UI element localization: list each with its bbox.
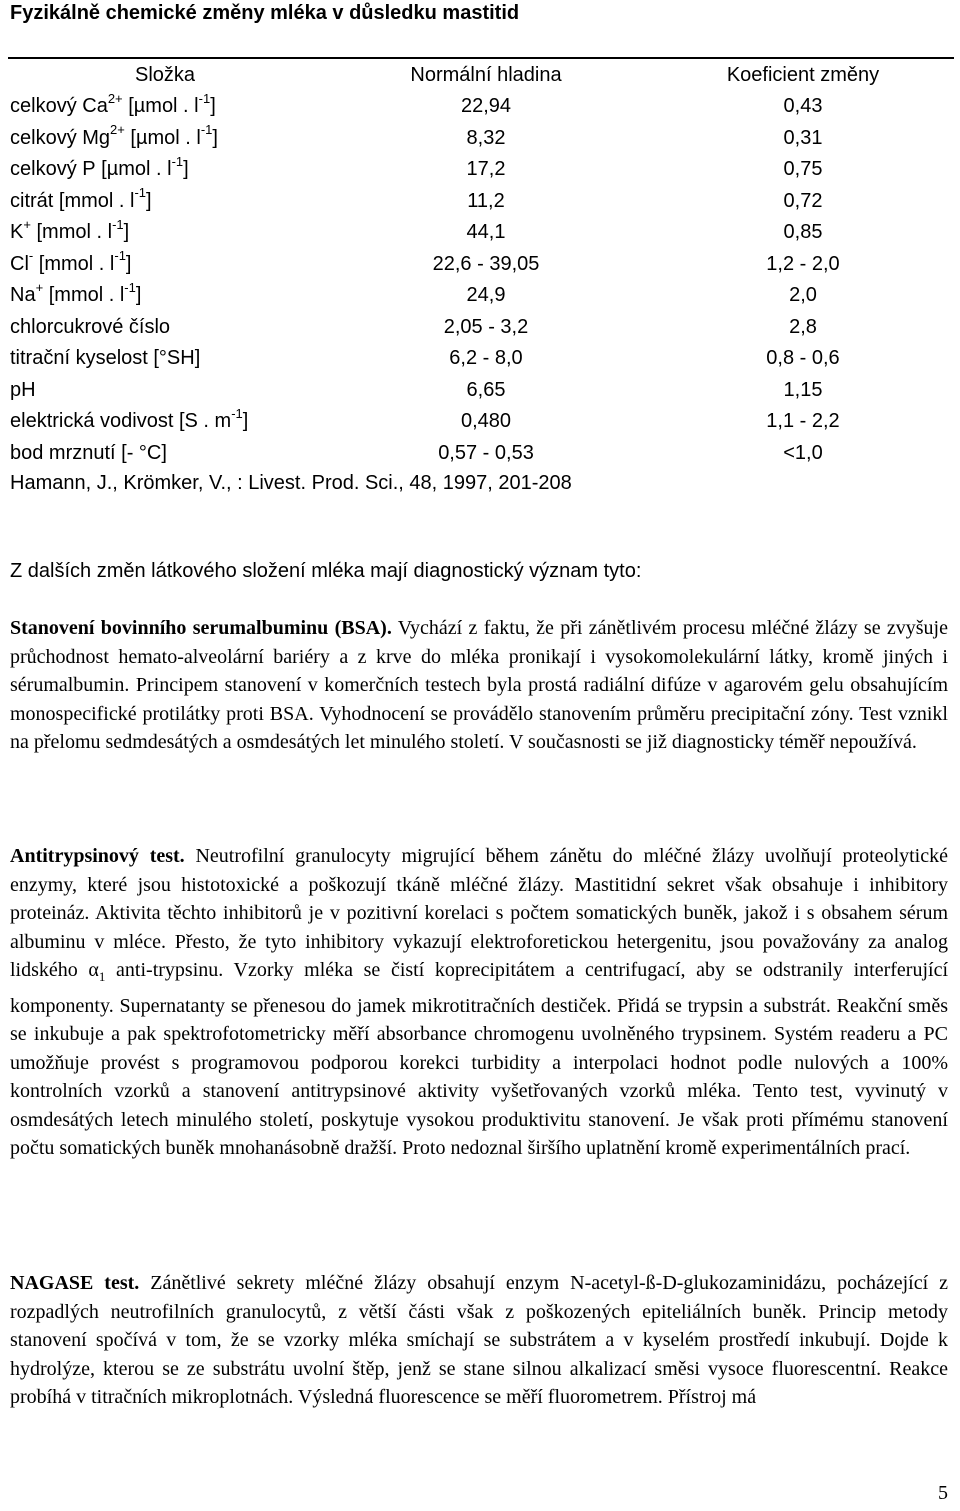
row-normal-level: 11,2 <box>467 189 505 212</box>
unit-close: ] <box>242 410 249 433</box>
alpha-symbol: α <box>88 959 99 981</box>
row-component <box>8 153 320 181</box>
row-component <box>8 279 320 307</box>
component-name: celkový P <box>10 158 96 181</box>
row-normal-level: 2,05 - 3,2 <box>443 315 529 338</box>
alpha-subscript: 1 <box>98 969 106 984</box>
table-header <box>8 59 954 91</box>
table-row <box>8 343 954 375</box>
row-component <box>8 316 320 339</box>
unit-close: ] <box>212 126 218 149</box>
section-bsa-text: Vychází z faktu, že při zánětlivém procesu mléčné žlázy se zvyšuje průchodnost hemato-alveolární bariéry a z krve do mléka pronikají i vysokomolekulární látky, kromě jiných i sérumalbumin. Principem stanovení v komerčních testech byla prostá radiální difúze v agarovém gelu obsahujícím monospecifické protilátky proti BSA. Vyhodnocení se provádělo stanovením průměru precipitační zóny. Test vznikl na přelomu sedmdesátých a osmdesátých let minulého století. V současnosti se již diagnosticky téměř nepoužívá. <box>10 617 948 753</box>
table-row <box>8 312 954 344</box>
component-name: titrační kyselost [°SH] <box>10 347 201 370</box>
header-component: Složka <box>134 63 196 86</box>
component-name: Na <box>10 284 36 307</box>
row-component <box>8 90 320 118</box>
unit-exponent: -1 <box>124 279 136 295</box>
table-row <box>8 375 954 407</box>
unit-exponent: -1 <box>114 248 126 264</box>
row-change-coefficient: 0,31 <box>783 126 823 149</box>
table-row <box>8 154 954 186</box>
row-normal-level: 17,2 <box>466 158 506 181</box>
component-name: celkový Mg <box>10 126 111 149</box>
ion-charge: 2+ <box>107 90 123 106</box>
unit-close: ] <box>183 158 189 181</box>
page-number: 5 <box>938 1482 948 1504</box>
citation: Hamann, J., Krömker, V., : Livest. Prod. Sci., 48, 1997, 201-208 <box>10 472 572 494</box>
unit-text: [mmol . l <box>53 189 135 212</box>
row-component <box>8 379 320 402</box>
page-title: Fyzikálně chemické změny mléka v důsledku mastitid <box>10 2 520 24</box>
row-normal-level: 22,6 - 39,05 <box>432 252 540 275</box>
unit-text: [µmol . l <box>124 126 201 149</box>
component-name: elektrická vodivost <box>10 410 174 433</box>
row-component <box>8 185 320 213</box>
unit-exponent: -1 <box>200 122 213 138</box>
component-name: pH <box>10 378 36 401</box>
row-normal-level: 8,32 <box>466 126 506 149</box>
unit-exponent: -1 <box>231 405 243 421</box>
row-change-coefficient: 0,43 <box>783 95 823 118</box>
row-normal-level: 44,1 <box>466 221 506 244</box>
ion-charge: 2+ <box>110 122 125 138</box>
section-antitrypsin-text-b: anti-trypsinu. Vzorky mléka se čistí koprecipitátem a centrifugací, aby se odstranily interferující komponenty. Supernatanty se přenesou do jamek mikrotitračních destiček. Přidá se trypsin a substrát. Reakční směs se inkubuje a pak spektrofotometricky měří absorbance chromogenu uvolněného trypsinem. Systém readeru a PC umožňuje provést s programovou podporou korekci turbidity a interpolaci hodnot podle nulových a 100% kontrolních vzorků a stanovení antitrypsinové aktivity vyšetřovaných vzorků mléka. Tento test, vyvinutý v osmdesátých letech minulého století, poskytuje vysokou produktivitu stanovení. Je však proti přímému stanovení počtu somatických buněk mnohanásobně dražší. Proto nedoznal širšího uplatnění kromě experimentálních prací. <box>10 959 948 1159</box>
unit-text: [mmol . l <box>43 284 125 307</box>
intro-text: Z dalších změn látkového složení mléka mají diagnostický význam tyto: <box>10 560 642 582</box>
row-normal-level: 22,94 <box>460 95 512 118</box>
table-row <box>8 249 954 281</box>
component-name: Cl <box>10 252 29 275</box>
unit-close: ] <box>146 189 152 212</box>
unit-exponent: -1 <box>134 185 147 201</box>
row-change-coefficient: 1,1 - 2,2 <box>766 410 840 433</box>
table-row <box>8 280 954 312</box>
row-change-coefficient: 2,0 <box>789 284 817 307</box>
unit-text: [S . m <box>173 410 232 433</box>
table-row <box>8 123 954 155</box>
unit-exponent: -1 <box>171 153 184 169</box>
unit-exponent: -1 <box>198 90 211 106</box>
row-change-coefficient: 1,2 - 2,0 <box>766 252 840 275</box>
unit-text: [mmol . l <box>30 221 113 244</box>
row-normal-level: 0,57 - 0,53 <box>438 441 534 464</box>
component-name: chlorcukrové číslo <box>10 315 171 338</box>
unit-close: ] <box>123 221 130 244</box>
unit-close: ] <box>125 252 132 275</box>
unit-close: ] <box>135 284 142 307</box>
row-change-coefficient: 0,8 - 0,6 <box>766 347 840 370</box>
section-antitrypsin <box>10 842 948 1163</box>
row-change-coefficient: 1,15 <box>783 378 823 401</box>
section-nagase-heading: NAGASE test. <box>10 1272 140 1294</box>
component-name: K <box>10 221 24 244</box>
ion-charge: + <box>35 279 44 295</box>
unit-close: ] <box>210 95 216 118</box>
unit-text: [mmol . l <box>33 252 115 275</box>
section-bsa-heading: Stanovení bovinního serumalbuminu (BSA). <box>10 617 392 639</box>
table-row <box>8 406 954 438</box>
row-component <box>8 442 320 465</box>
section-nagase-text: Zánětlivé sekrety mléčné žlázy obsahují enzym N-acetyl-ß-D-glukozaminidázu, pocházející z rozpadlých neutrofilních granulocytů, z větší části však z poškozených epiteliálních buněk. Princip metody stanovení spočívá v tom, že se vzorky mléka smíchají se substrátem a v kyselém prostředí inkubují. Dojde k hydrolýze, kterou se ze substrátu uvolní štěp, jenž se stane silnou alkalizací směsi vysoce fluorescentní. Reakce probíhá v titračních mikroplotnách. Výsledná fluorescence se měří fluorometrem. Přístroj má <box>10 1272 948 1408</box>
row-normal-level: 6,2 - 8,0 <box>449 347 523 370</box>
row-component <box>8 216 320 244</box>
unit-exponent: -1 <box>112 216 124 232</box>
row-component <box>8 347 320 370</box>
row-component <box>8 405 320 433</box>
component-name: bod mrznutí [- °C] <box>10 441 167 464</box>
table-row <box>8 217 954 249</box>
section-antitrypsin-heading: Antitrypsinový test. <box>10 845 185 867</box>
header-change-coefficient: Koeficient změny <box>726 63 880 86</box>
row-change-coefficient: <1,0 <box>783 441 823 464</box>
table-row <box>8 186 954 218</box>
row-change-coefficient: 0,72 <box>783 189 823 212</box>
unit-text: [µmol . l <box>95 158 172 181</box>
data-table <box>8 57 954 469</box>
table-row <box>8 438 954 470</box>
row-change-coefficient: 0,85 <box>783 221 823 244</box>
component-name: citrát <box>10 189 54 212</box>
section-nagase <box>10 1269 948 1412</box>
row-component <box>8 122 320 150</box>
section-bsa <box>10 614 948 757</box>
unit-text: [µmol . l <box>122 95 199 118</box>
row-normal-level: 24,9 <box>466 284 506 307</box>
header-normal-level: Normální hladina <box>410 63 562 86</box>
table-row <box>8 91 954 123</box>
ion-charge: + <box>23 216 31 232</box>
row-normal-level: 0,480 <box>460 410 512 433</box>
row-change-coefficient: 0,75 <box>783 158 823 181</box>
row-normal-level: 6,65 <box>466 378 506 401</box>
section-antitrypsin-text-a: Neutrofilní granulocyty migrující během zánětu do mléčné žlázy uvolňují proteolytické enzymy, které jsou histotoxické a poškozují tkáně mléčné žlázy. Mastitidní sekret však obsahuje i inhibitory proteináz. Aktivita těchto inhibitorů je v pozitivní korelaci s počtem somatických buněk, jakož i s obsahem sérum albuminu v mléce. Přesto, že tyto inhibitory vykazují elektroforetickou hetergenitu, jsou považovány za analog lidského <box>10 845 948 981</box>
ion-charge: - <box>28 248 34 264</box>
row-change-coefficient: 2,8 <box>789 315 817 338</box>
row-component <box>8 248 320 276</box>
component-name: celkový Ca <box>10 95 108 118</box>
